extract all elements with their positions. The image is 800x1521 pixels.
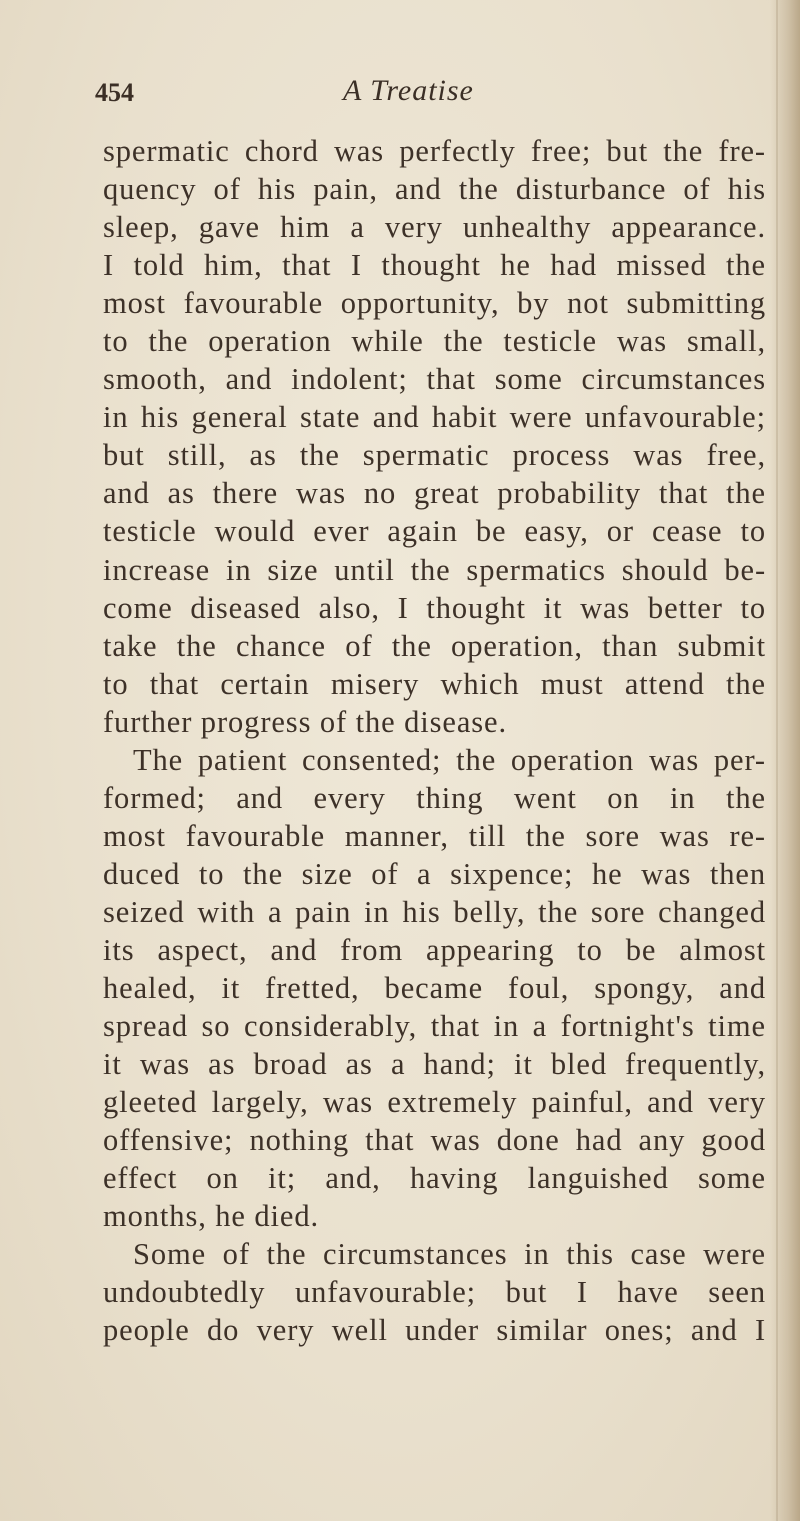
text-line: come diseased also, I thought it was better to	[103, 590, 766, 625]
text-line: it was as broad as a hand; it bled frequently,	[103, 1047, 766, 1082]
page-number: 454	[95, 78, 134, 107]
paragraph	[103, 741, 766, 1236]
text-line: testicle would ever again be easy, or cease to	[103, 514, 766, 549]
running-head	[95, 74, 755, 118]
text-line: and as there was no great probability that the	[103, 476, 766, 511]
body-text	[103, 132, 766, 1350]
text-line: formed; and every thing went on in the	[103, 780, 766, 815]
paragraph	[103, 132, 766, 741]
text-line: seized with a pain in his belly, the sore changed	[103, 894, 766, 929]
paragraph	[103, 1235, 766, 1349]
text-line: but still, as the spermatic process was free,	[103, 438, 766, 473]
text-line: months, he died.	[103, 1199, 320, 1234]
text-line: its aspect, and from appearing to be almost	[103, 932, 766, 967]
text-line: The patient consented; the operation was per-	[133, 742, 766, 777]
text-line: effect on it; and, having languished some	[103, 1161, 766, 1196]
text-line: spermatic chord was perfectly free; but the fre-	[103, 134, 766, 168]
text-line: duced to the size of a sixpence; he was then	[103, 856, 766, 891]
text-line: take the chance of the operation, than submit	[103, 628, 766, 663]
text-line: smooth, and indolent; that some circumstances	[103, 362, 766, 397]
text-line: increase in size until the spermatics should be-	[103, 552, 766, 587]
text-line: to the operation while the testicle was small,	[103, 324, 766, 359]
text-line: in his general state and habit were unfavourable;	[103, 400, 766, 435]
text-line: gleeted largely, was extremely painful, and very	[103, 1085, 766, 1120]
text-line: most favourable opportunity, by not submitting	[103, 286, 766, 321]
text-line: I told him, that I thought he had missed the	[103, 248, 766, 283]
text-line: offensive; nothing that was done had any good	[103, 1123, 766, 1158]
text-line: sleep, gave him a very unhealthy appearance.	[103, 210, 766, 245]
running-title: A Treatise	[343, 74, 474, 107]
text-line: undoubtedly unfavourable; but I have seen	[103, 1275, 766, 1310]
text-line: spread so considerably, that in a fortnight's time	[103, 1009, 766, 1044]
text-line: further progress of the disease.	[103, 704, 507, 739]
text-line: Some of the circumstances in this case were	[133, 1237, 766, 1272]
page-edge-shadow	[770, 0, 800, 1521]
text-line: healed, it fretted, became foul, spongy, and	[103, 971, 766, 1006]
text-line: quency of his pain, and the disturbance of his	[103, 172, 766, 207]
text-line: to that certain misery which must attend the	[103, 666, 766, 701]
text-line: most favourable manner, till the sore was re-	[103, 818, 766, 853]
page-edge-line	[776, 0, 778, 1521]
text-line: people do very well under similar ones; and I	[103, 1313, 766, 1348]
